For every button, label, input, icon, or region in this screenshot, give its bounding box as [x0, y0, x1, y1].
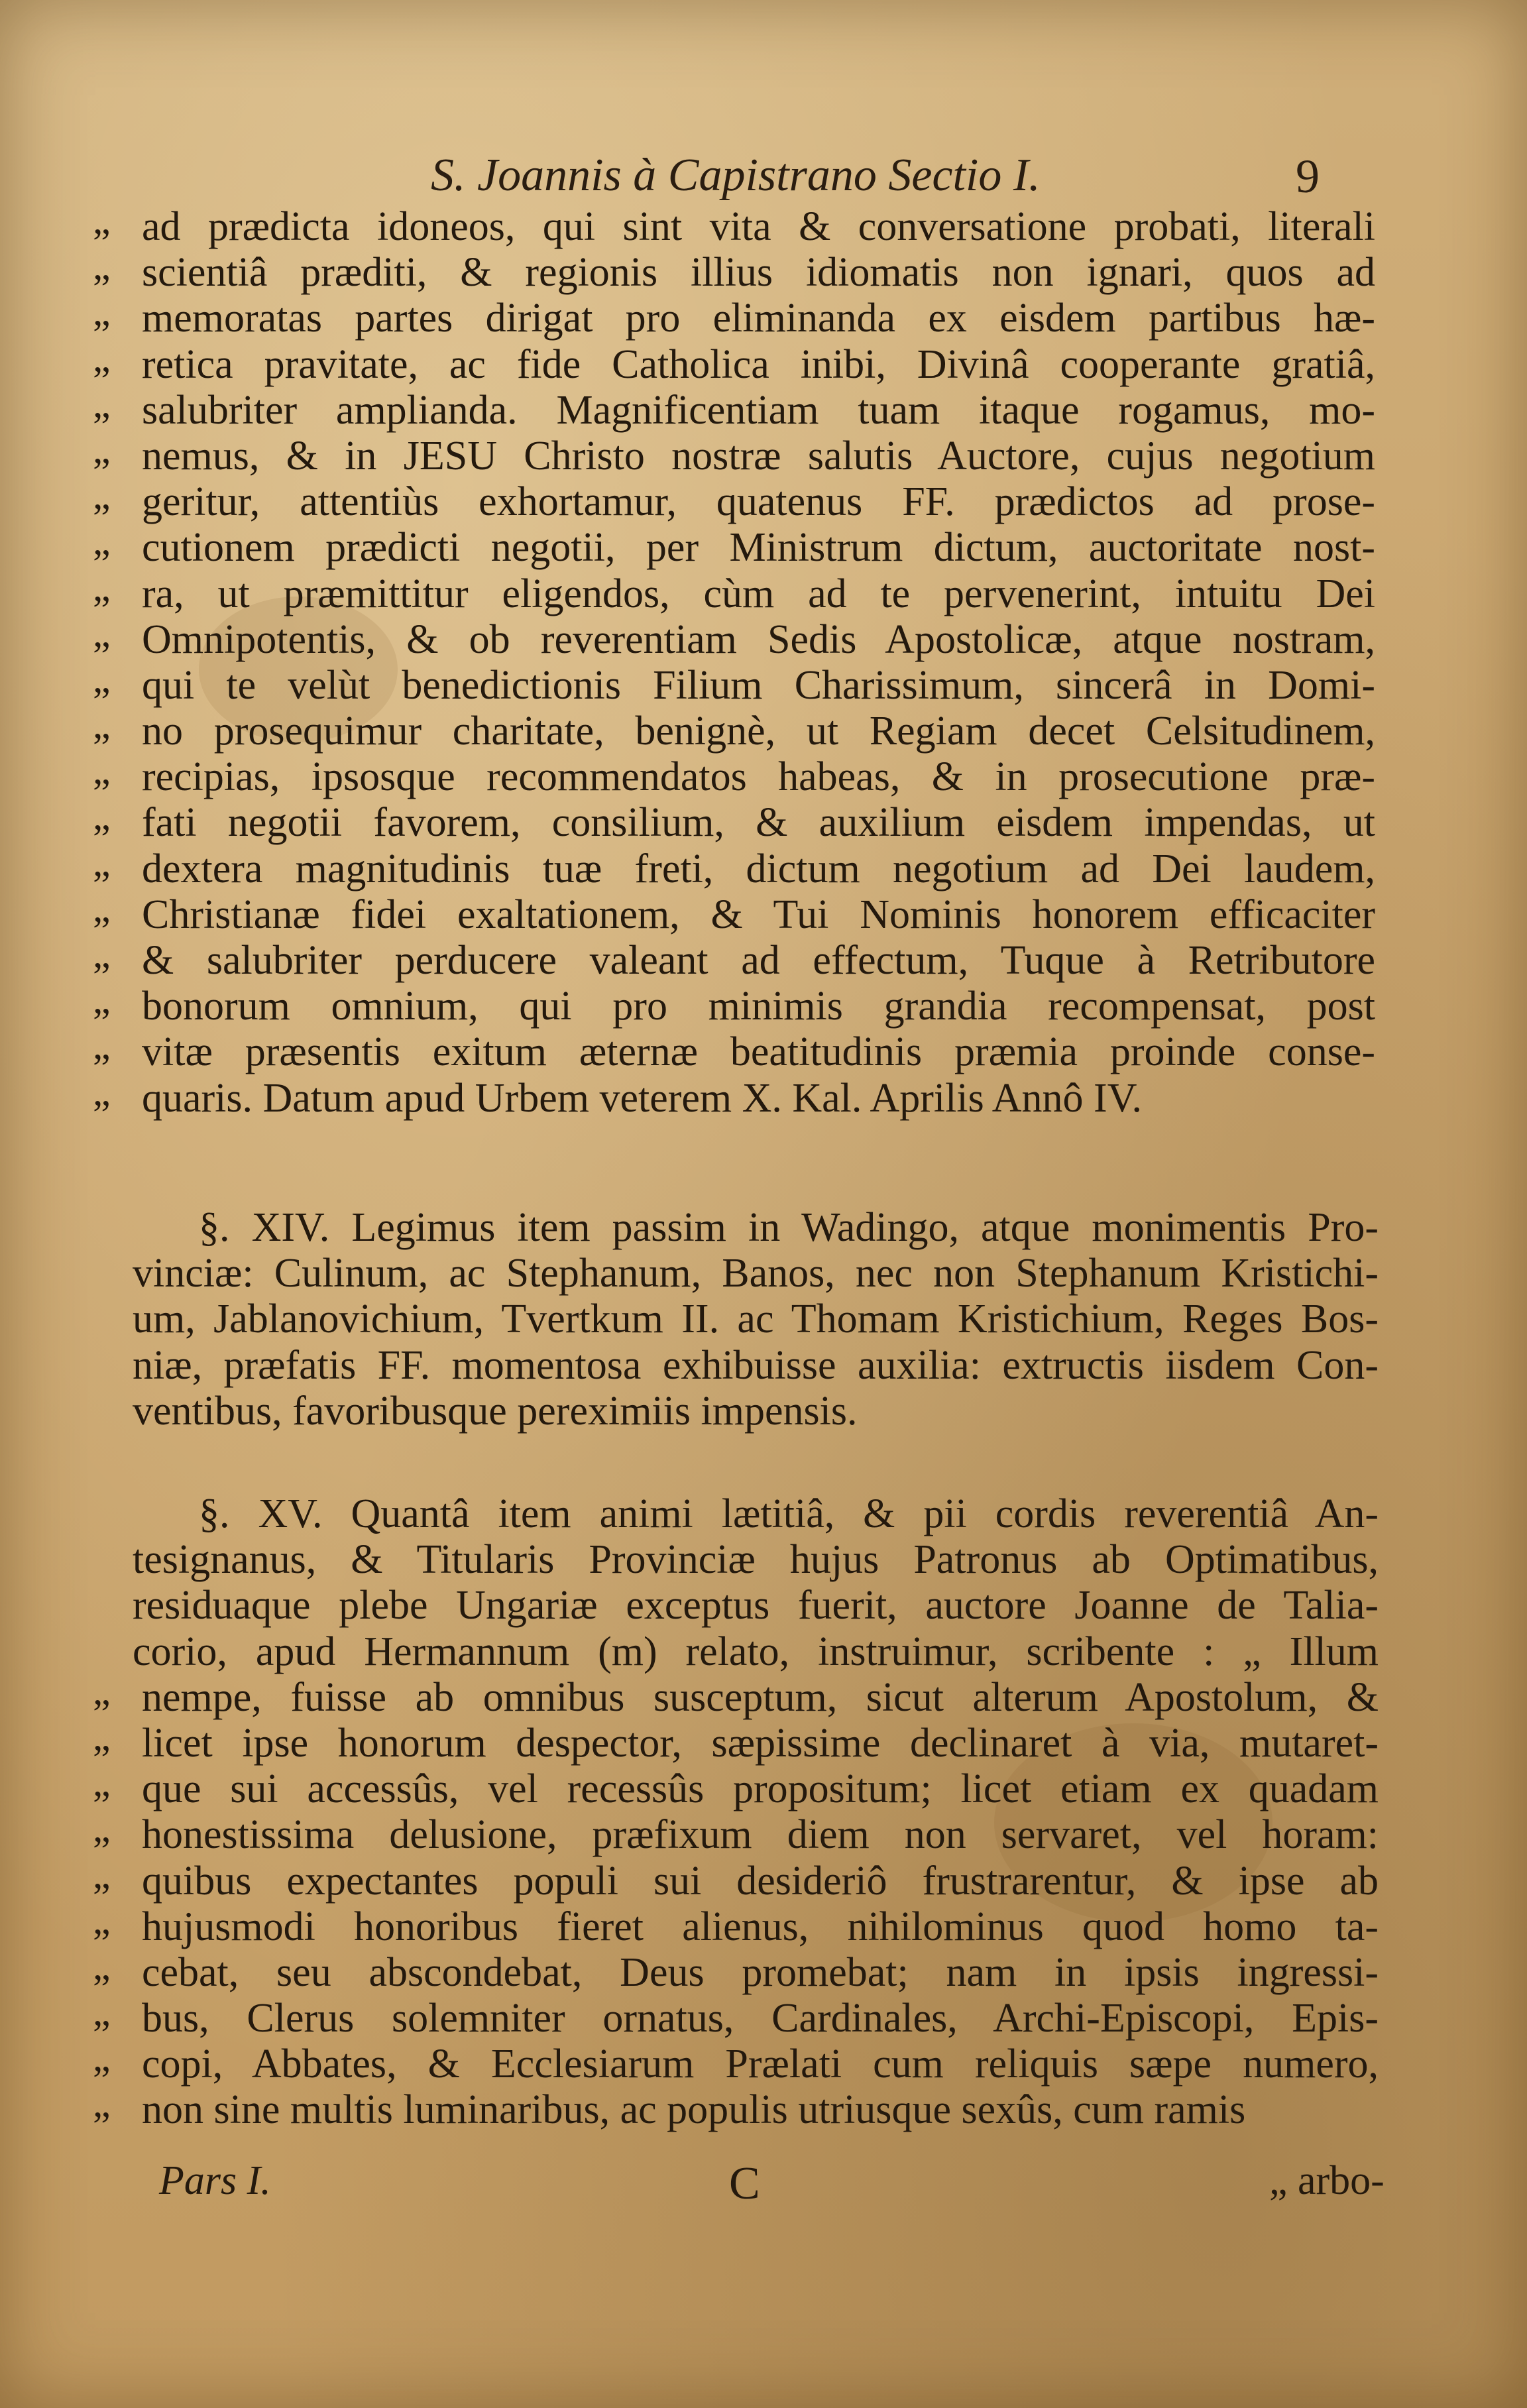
text-line: residuaque plebe Ungariæ exceptus fuerit, auctore Joanne de Talia-: [133, 1583, 1379, 1629]
text-line: „ Christianæ fidei exaltationem, & Tui Nominis honorem efficaciter: [93, 892, 1375, 938]
text-line: „ geritur, attentiùs exhortamur, quatenus FF. prædictos ad prose-: [93, 479, 1375, 525]
signature-part: Pars I.: [159, 2158, 271, 2203]
text-line: „ quaris. Datum apud Urbem veterem X. Kal. Aprilis Annô IV.: [93, 1076, 1375, 1121]
text-line: §. XIV. Legimus item passim in Wadingo, atque monimentis Pro-: [199, 1205, 1379, 1250]
text-line: „ cebat, seu abscondebat, Deus promebat; nam in ipsis ingressi-: [93, 1950, 1379, 1996]
text-line: tesignanus, & Titularis Provinciæ hujus Patronus ab Optimatibus,: [133, 1537, 1379, 1583]
text-line: „ no prosequimur charitate, benignè, ut Regiam decet Celsitudinem,: [93, 709, 1375, 754]
text-line: „ ad prædicta idoneos, qui sint vita & conversatione probati, literali: [93, 204, 1375, 250]
text-line: „ que sui accessûs, vel recessûs propositum; licet etiam ex quadam: [93, 1766, 1379, 1812]
text-line: „ bus, Clerus solemniter ornatus, Cardinales, Archi-Episcopi, Epis-: [93, 1996, 1379, 2041]
text-line: „ dextera magnitudinis tuæ freti, dictum negotium ad Dei laudem,: [93, 846, 1375, 892]
running-title: S. Joannis à Capistrano Sectio I.: [431, 150, 1041, 201]
text-line: ventibus, favoribusque pereximiis impensis.: [133, 1388, 858, 1434]
text-line: vinciæ: Culinum, ac Stephanum, Banos, nec non Stephanum Kristichi-: [133, 1251, 1379, 1296]
signature-mark: C: [729, 2158, 760, 2209]
text-line: „ qui te velùt benedictionis Filium Charissimum, sincerâ in Domi-: [93, 663, 1375, 709]
text-line: „ recipias, ipsosque recommendatos habeas, & in prosecutione præ-: [93, 754, 1375, 800]
text-line: „ scientiâ præditi, & regionis illius idiomatis non ignari, quos ad: [93, 250, 1375, 296]
text-line: „ bonorum omnium, qui pro minimis grandia recompensat, post: [93, 984, 1375, 1029]
page-header: [0, 149, 1527, 209]
text-line: „ licet ipse honorum despector, sæpissime declinaret à via, mutaret-: [93, 1721, 1379, 1766]
text-line: „ salubriter amplianda. Magnificentiam tuam itaque rogamus, mo-: [93, 388, 1375, 433]
text-line: „ retica pravitate, ac fide Catholica inibi, Divinâ cooperante gratiâ,: [93, 342, 1375, 388]
text-line: „ fati negotii favorem, consilium, & auxilium eisdem impendas, ut: [93, 800, 1375, 846]
page-number: 9: [1296, 150, 1320, 203]
text-line: „ & salubriter perducere valeant ad effectum, Tuque à Retributore: [93, 938, 1375, 984]
text-line: „ nempe, fuisse ab omnibus susceptum, sicut alterum Apostolum, &: [93, 1675, 1379, 1721]
text-line: niæ, præfatis FF. momentosa exhibuisse auxilia: extructis iisdem Con-: [133, 1342, 1379, 1388]
paragraph-xiv: [133, 1205, 1379, 1434]
text-line: „ vitæ præsentis exitum æternæ beatitudinis præmia proinde conse-: [93, 1029, 1375, 1075]
text-line: um, Jablanovichium, Tvertkum II. ac Thomam Kristichium, Reges Bos-: [133, 1296, 1379, 1342]
paragraph-xv: [133, 1491, 1379, 2134]
quoted-letter-block: [93, 204, 1375, 1121]
text-line: „ non sine multis luminaribus, ac populis utriusque sexûs, cum ramis: [93, 2087, 1379, 2133]
text-line: corio, apud Hermannum (m) relato, instruimur, scribente : „ Illum: [133, 1629, 1379, 1674]
page-footer: [0, 2157, 1527, 2210]
text-line: „ copi, Abbates, & Ecclesiarum Prælati cum reliquis sæpe numero,: [93, 2041, 1379, 2087]
text-line: „ hujusmodi honoribus fieret alienus, nihilominus quod homo ta-: [93, 1904, 1379, 1950]
text-line: §. XV. Quantâ item animi lætitiâ, & pii cordis reverentiâ An-: [199, 1491, 1379, 1536]
text-line: „ honestissima delusione, præfixum diem non servaret, vel horam:: [93, 1812, 1379, 1858]
text-line: „ cutionem prædicti negotii, per Ministrum dictum, auctoritate nost-: [93, 525, 1375, 571]
text-line: „ quibus expectantes populi sui desideriô frustrarentur, & ipse ab: [93, 1859, 1379, 1904]
text-line: „ Omnipotentis, & ob reverentiam Sedis Apostolicæ, atque nostram,: [93, 617, 1375, 663]
text-line: „ ra, ut præmittitur eligendos, cùm ad te pervenerint, intuitu Dei: [93, 571, 1375, 617]
catchword: „ arbo-: [1269, 2158, 1385, 2203]
text-line: „ memoratas partes dirigat pro eliminanda ex eisdem partibus hæ-: [93, 296, 1375, 341]
text-line: „ nemus, & in JESU Christo nostræ salutis Auctore, cujus negotium: [93, 433, 1375, 479]
